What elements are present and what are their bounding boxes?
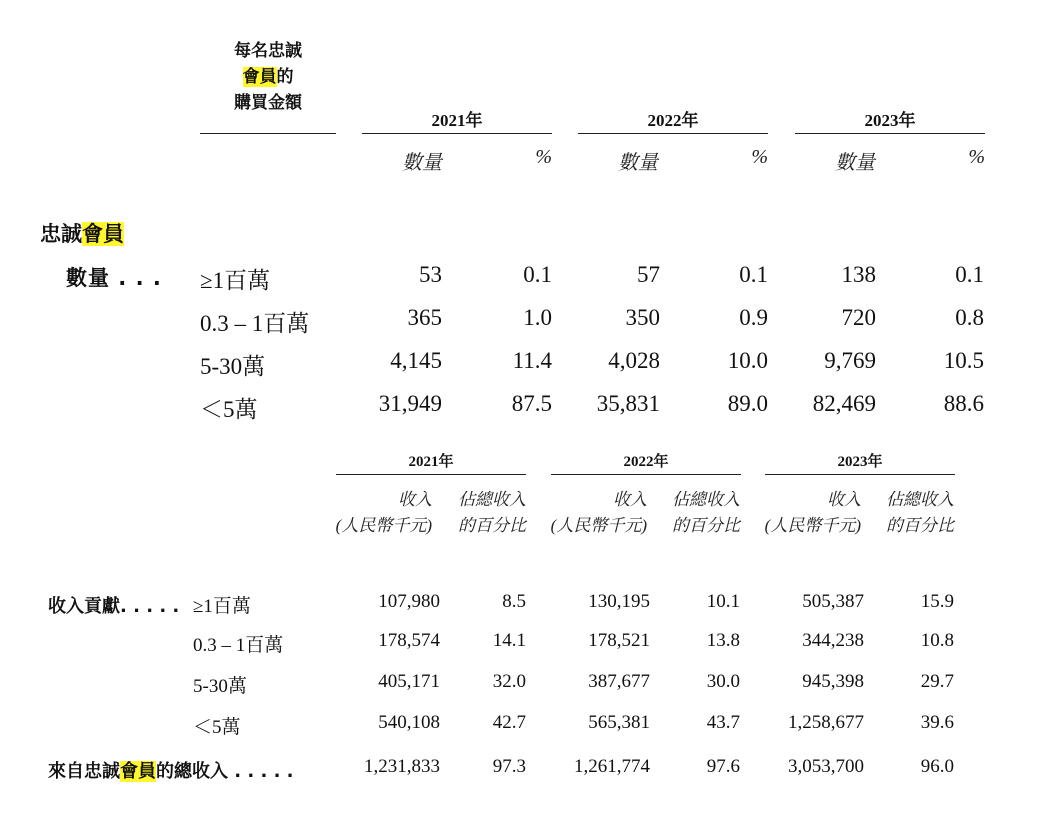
t1-cell: 1.0 [523,305,552,330]
t2-sub-pct-2023: 佔總收入 的百分比 [886,490,954,535]
t1-cell: 88.6 [943,391,984,416]
t1-cell: 57 [637,262,660,287]
t2-sub-rev-2022: 收入 (人民幣千元) [550,490,647,535]
t2-cell: 15.9 [920,591,954,612]
t2-cell: 505,387 [802,591,864,612]
t2-total-cell: 97.6 [706,756,740,777]
t1-year-2022: 2022年 [647,111,699,130]
t1-cell: 10.5 [943,348,984,373]
t2-cell: 10.8 [920,630,954,651]
t2-year-2021-rule [336,474,526,475]
t1-cell: 11.4 [512,348,552,373]
corner-header [200,38,336,116]
loyal-member-highlight: 會員 [82,222,124,246]
t2-sub-rev-2021: 收入 (人民幣千元) [335,490,432,535]
t2-sub-pct-2021: 佔總收入 的百分比 [458,490,526,535]
loyal-member-highlight: 會員 [242,67,277,87]
t1-cell: 0.9 [739,305,768,330]
t2-total-cell: 1,261,774 [574,756,650,777]
section-title: 忠誠會員 [40,222,124,246]
t1-year-2022-rule [578,133,768,134]
t1-cell: 10.0 [727,348,768,373]
t2-cell: 32.0 [492,671,526,692]
t2-year-2023: 2023年 [837,454,883,470]
t2-total-cell: 3,053,700 [788,756,864,777]
t2-sub-rev-2023: 收入 (人民幣千元) [764,490,861,535]
t2-total-cell: 96.0 [920,756,954,777]
t2-band-label: 5-30萬 [193,676,247,697]
t1-year-2021: 2021年 [431,111,483,130]
t2-row-group-label: 收入貢獻. . . . . [48,596,180,617]
t1-sub-count-2023: 數量 [835,152,875,174]
t2-year-2022: 2022年 [623,454,669,470]
corner-header-line2: 會員的 [242,67,294,87]
t2-cell: 565,381 [588,712,650,733]
t2-cell: 29.7 [920,671,954,692]
t2-cell: 945,398 [802,671,864,692]
t2-cell: 42.7 [492,712,526,733]
t1-cell: 350 [625,305,660,330]
t2-cell: 10.1 [706,591,740,612]
t2-cell: 178,574 [378,630,440,651]
t1-year-2023: 2023年 [864,111,916,130]
t2-year-2021: 2021年 [408,454,454,470]
t2-cell: 43.7 [706,712,740,733]
t2-total-cell: 97.3 [492,756,526,777]
t1-sub-count-2021: 數量 [402,152,442,174]
t2-year-2023-rule [765,474,955,475]
t1-cell: 4,028 [608,348,660,373]
t1-sub-count-2022: 數量 [618,152,658,174]
corner-header-rule [200,133,336,134]
t2-cell: 107,980 [378,591,440,612]
loyal-member-highlight: 會員 [120,761,156,782]
t2-year-2022-rule [551,474,741,475]
t1-cell: 0.1 [739,262,768,287]
t1-cell: 35,831 [596,391,660,416]
corner-header-line1: 每名忠誠 [234,41,302,61]
t2-band-label: ＜5萬 [193,717,241,738]
t2-sub-pct-2022: 佔總收入 的百分比 [672,490,740,535]
t1-cell: 9,769 [824,348,876,373]
t1-cell: 0.8 [955,305,984,330]
t1-cell: 87.5 [511,391,552,416]
t2-cell: 13.8 [706,630,740,651]
t1-cell: 31,949 [378,391,442,416]
t2-band-label: 0.3 – 1百萬 [193,635,284,656]
t1-cell: 89.0 [727,391,768,416]
corner-header-line3: 購買金額 [234,93,302,113]
t2-total-cell: 1,231,833 [364,756,440,777]
t1-sub-pct-2023: % [968,146,985,168]
t1-cell: 720 [841,305,876,330]
t1-band-label: 5-30萬 [200,354,266,379]
t2-cell: 540,108 [378,712,440,733]
t1-cell: 0.1 [955,262,984,287]
t2-cell: 130,195 [588,591,650,612]
t2-cell: 8.5 [502,591,526,612]
t1-year-2021-rule [362,133,552,134]
t2-cell: 14.1 [492,630,526,651]
t1-cell: 82,469 [812,391,876,416]
t2-cell: 39.6 [920,712,954,733]
t2-cell: 1,258,677 [788,712,864,733]
t2-cell: 30.0 [706,671,740,692]
t2-band-label: ≥1百萬 [193,596,251,617]
t2-cell: 344,238 [802,630,864,651]
t1-row-group-label: 數量 . . . [66,266,162,290]
t1-sub-pct-2021: % [535,146,552,168]
t1-cell: 0.1 [523,262,552,287]
t1-year-2023-rule [795,133,985,134]
t1-band-label: ＜5萬 [200,397,258,422]
t1-cell: 365 [407,305,442,330]
t2-cell: 178,521 [588,630,650,651]
t2-cell: 405,171 [378,671,440,692]
t1-band-label: ≥1百萬 [200,268,271,293]
t2-cell: 387,677 [588,671,650,692]
t1-cell: 53 [419,262,442,287]
t2-total-label: 來自忠誠會員的總收入 . . . . . [48,761,294,782]
t1-sub-pct-2022: % [751,146,768,168]
t1-cell: 4,145 [390,348,442,373]
t1-cell: 138 [841,262,876,287]
t1-band-label: 0.3 – 1百萬 [200,311,310,336]
